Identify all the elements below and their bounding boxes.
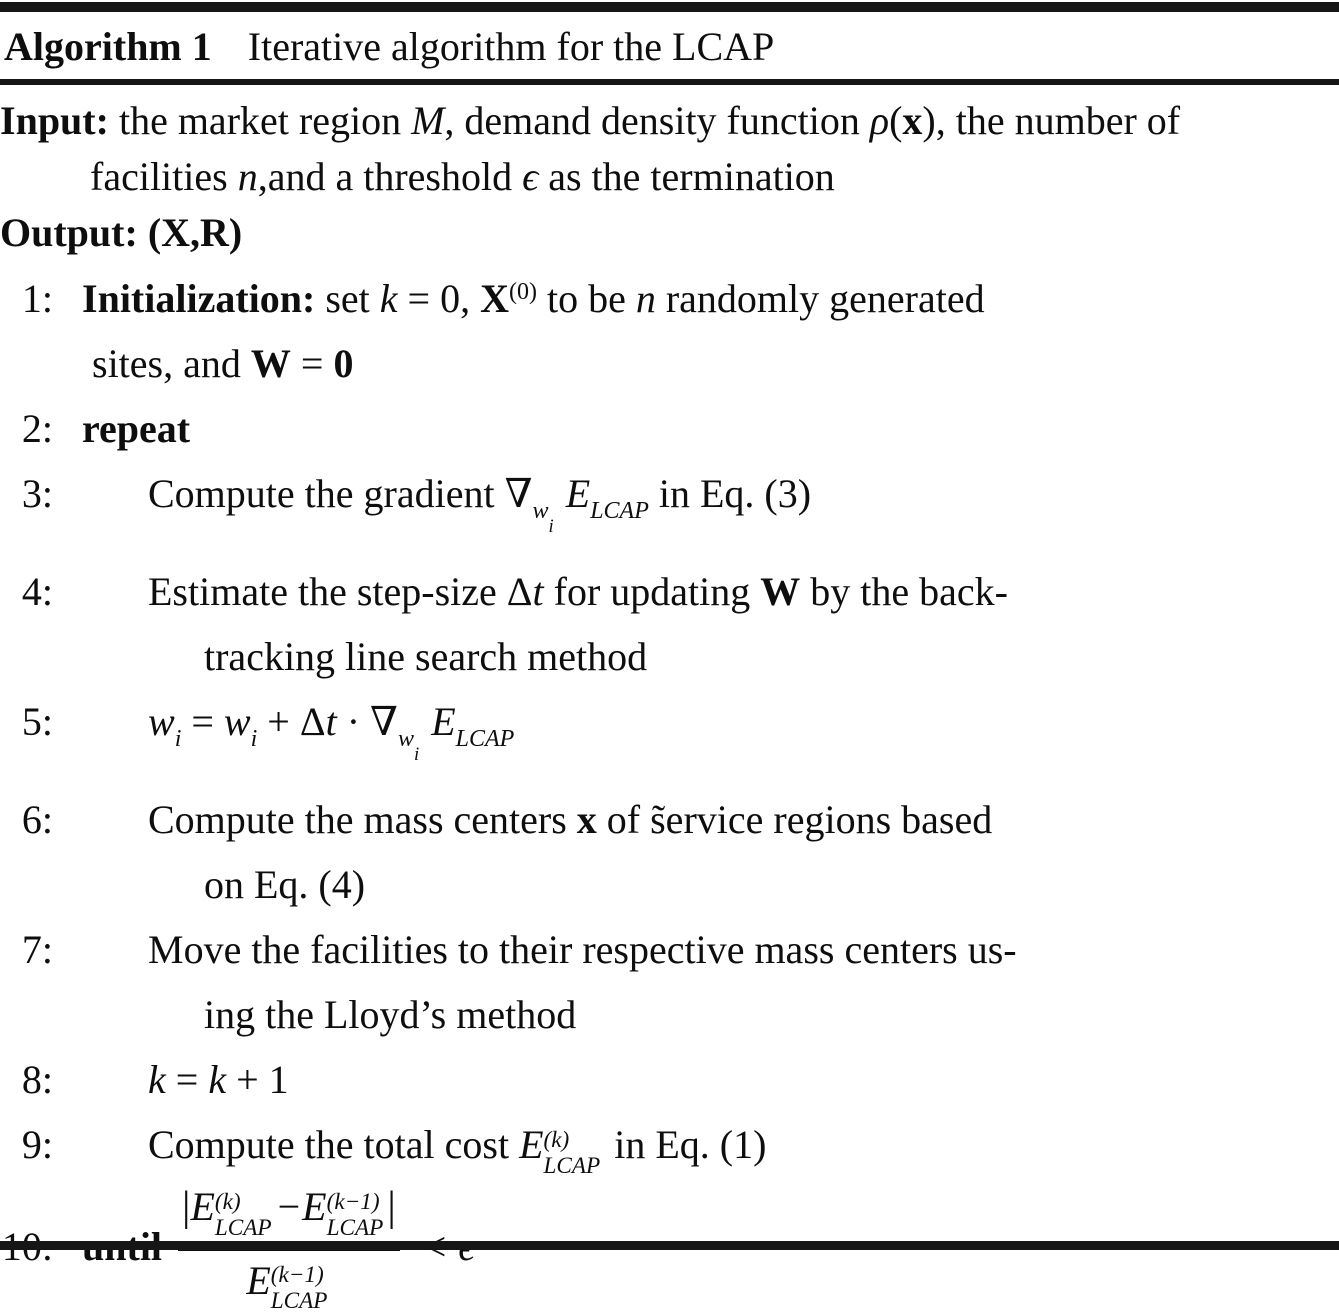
input-keyword: Input: <box>0 98 109 143</box>
algo-line-7 <box>0 917 1339 982</box>
text-segment: set <box>315 276 380 322</box>
step-text <box>148 927 1017 972</box>
text-segment: for updating <box>543 569 761 615</box>
text-segment: the market region <box>108 98 412 143</box>
epsilon-symbol: ϵ <box>522 154 539 199</box>
text-segment: ), the number of <box>922 98 1181 143</box>
line-number: 9: <box>21 1121 53 1167</box>
algo-line-4 <box>0 559 1339 624</box>
nested-subscript <box>414 744 419 765</box>
line-number: 3: <box>21 471 53 517</box>
input-line-2 <box>0 149 1339 205</box>
var-E: E <box>246 1257 271 1303</box>
sup-sub-stack <box>271 1262 328 1314</box>
lcap-subscript: LCAP <box>455 725 515 752</box>
algorithm-body <box>0 85 1339 1314</box>
line-number: 5: <box>21 699 53 745</box>
text-segment: Move the facilities to their respective mass centers us- <box>148 926 1017 972</box>
lcap-subscript: LCAP <box>214 1214 272 1241</box>
algo-line-3 <box>0 461 1339 559</box>
gradient-subscript <box>532 497 554 538</box>
var-x-bold: x <box>576 796 597 842</box>
text-segment: = <box>165 1056 209 1102</box>
text-segment: in Eq. (1) <box>604 1121 767 1167</box>
text-segment: Compute the mass centers <box>148 796 577 842</box>
var-E: E <box>431 699 456 745</box>
var-W-bold: W <box>760 569 801 615</box>
algorithm-title: Iterative algorithm for the LCAP <box>247 24 775 69</box>
var-i: i <box>174 725 182 752</box>
algo-line-2 <box>0 396 1339 461</box>
step-text <box>148 797 992 842</box>
var-M: M <box>411 98 445 143</box>
var-n: n <box>237 154 258 199</box>
var-E: E <box>302 1183 327 1229</box>
lcap-subscript: LCAP <box>590 497 649 524</box>
superscript-k-1: (k−1) <box>326 1188 380 1215</box>
delta-symbol: Δ <box>506 569 533 615</box>
nabla-gradient <box>504 471 554 538</box>
bottom-border <box>0 1241 1339 1250</box>
text-segment: ( <box>889 98 903 143</box>
rho-symbol: ρ <box>869 98 890 143</box>
text-segment: Estimate the step-size <box>148 569 507 615</box>
step-text <box>148 569 1008 614</box>
var-i: i <box>548 516 554 538</box>
line-number: 8: <box>21 1056 53 1102</box>
output-keyword: Output: <box>0 210 138 255</box>
sup-sub-stack <box>327 1189 384 1241</box>
text-segment: as the termination <box>538 154 835 199</box>
text-segment: randomly generated <box>655 276 985 322</box>
algo-line-4-cont <box>0 624 1339 689</box>
zero-bold: 0 <box>333 341 354 387</box>
E-subscript <box>456 726 515 752</box>
var-k: k <box>208 1056 227 1102</box>
nabla-symbol: ∇ <box>504 471 533 517</box>
step-equation <box>148 1057 289 1102</box>
fraction-numerator <box>178 1179 400 1241</box>
superscript-k: (k) <box>543 1126 570 1153</box>
text-segment: on Eq. (4) <box>204 861 366 907</box>
line-number: 1: <box>21 276 53 322</box>
var-i: i <box>413 743 420 765</box>
abs-bar: | <box>387 1183 396 1230</box>
text-segment: Compute the total cost <box>148 1121 520 1167</box>
algo-line-5 <box>0 689 1339 787</box>
var-w: w <box>397 725 414 752</box>
var-w: w <box>148 699 175 745</box>
text-segment: tracking line search method <box>204 634 648 680</box>
minus-sign: − <box>277 1183 301 1229</box>
text-segment: + <box>257 699 300 745</box>
step-text <box>148 1121 767 1179</box>
algo-line-7-cont <box>0 982 1339 1047</box>
var-k: k <box>148 1056 166 1102</box>
lcap-subscript: LCAP <box>326 1214 384 1241</box>
initialization-keyword: Initialization: <box>82 276 316 322</box>
line-number: 7: <box>21 926 53 972</box>
repeat-keyword: repeat <box>82 406 191 452</box>
algorithm-box <box>0 2 1339 1314</box>
var-X-bold: X <box>480 276 509 322</box>
algo-line-1 <box>0 260 1339 331</box>
algo-line-1-cont <box>0 331 1339 396</box>
abs-bar: | <box>182 1183 191 1230</box>
var-n: n <box>635 276 656 322</box>
algorithm-label: Algorithm 1 <box>4 24 212 69</box>
var-x-bold: x <box>902 98 923 143</box>
top-border <box>0 2 1339 12</box>
var-E: E <box>190 1183 215 1229</box>
lcap-subscript: LCAP <box>543 1152 601 1179</box>
sup-sub-stack <box>215 1189 272 1241</box>
line-number: 6: <box>21 796 53 842</box>
algo-line-6-cont <box>0 852 1339 917</box>
text-segment: + 1 <box>226 1056 289 1102</box>
text-segment: = <box>290 341 334 387</box>
algorithm-header <box>0 12 1339 79</box>
output-value: (X,R) <box>137 210 243 255</box>
var-t: t <box>325 699 337 745</box>
text-segment: ,and a threshold <box>257 154 523 199</box>
lcap-subscript: LCAP <box>270 1288 328 1314</box>
var-w: w <box>223 699 251 745</box>
var-w: w <box>532 497 549 524</box>
text-segment: Compute the gradient <box>148 471 505 517</box>
output-line <box>0 205 1339 260</box>
superscript-k-1: (k−1) <box>270 1262 324 1289</box>
gradient-subscript <box>397 725 420 765</box>
var-E: E <box>519 1121 544 1167</box>
var-k: k <box>379 276 398 322</box>
step-text <box>82 276 985 321</box>
algo-line-8 <box>0 1047 1339 1112</box>
algo-line-9 <box>0 1112 1339 1179</box>
text-segment: sites, and <box>92 341 251 387</box>
nabla-symbol: ∇ <box>370 699 398 745</box>
superscript-0: (0) <box>509 279 537 305</box>
algo-line-6 <box>0 787 1339 852</box>
var-i: i <box>250 725 258 752</box>
text-segment: , demand density function <box>444 98 870 143</box>
nested-subscript <box>549 516 554 537</box>
superscript-k: (k) <box>214 1188 241 1215</box>
line-number: 4: <box>21 569 53 615</box>
var-W-bold: W <box>250 341 291 387</box>
step-equation <box>148 699 515 765</box>
text-segment: in Eq. (3) <box>648 471 812 517</box>
text-segment: ing the Lloyd’s method <box>204 991 577 1037</box>
input-line-1 <box>0 93 1339 149</box>
text-segment: facilities <box>90 154 238 199</box>
text-segment: of s̃ervice regions based <box>596 796 993 842</box>
text-segment: = <box>181 699 224 745</box>
delta-symbol: Δ <box>299 699 326 745</box>
step-text <box>148 471 812 538</box>
fraction-denominator <box>242 1254 335 1314</box>
text-segment: by the back- <box>800 569 1008 615</box>
step-text <box>82 406 190 451</box>
middle-dot: · <box>336 699 371 745</box>
var-E: E <box>565 471 591 517</box>
nabla-gradient <box>370 699 420 765</box>
var-t: t <box>532 569 544 615</box>
sup-sub-stack <box>544 1127 601 1179</box>
E-subscript <box>590 498 649 524</box>
text-segment: = 0, <box>397 276 481 322</box>
text-segment: to be <box>536 276 636 322</box>
line-number: 2: <box>21 406 53 452</box>
